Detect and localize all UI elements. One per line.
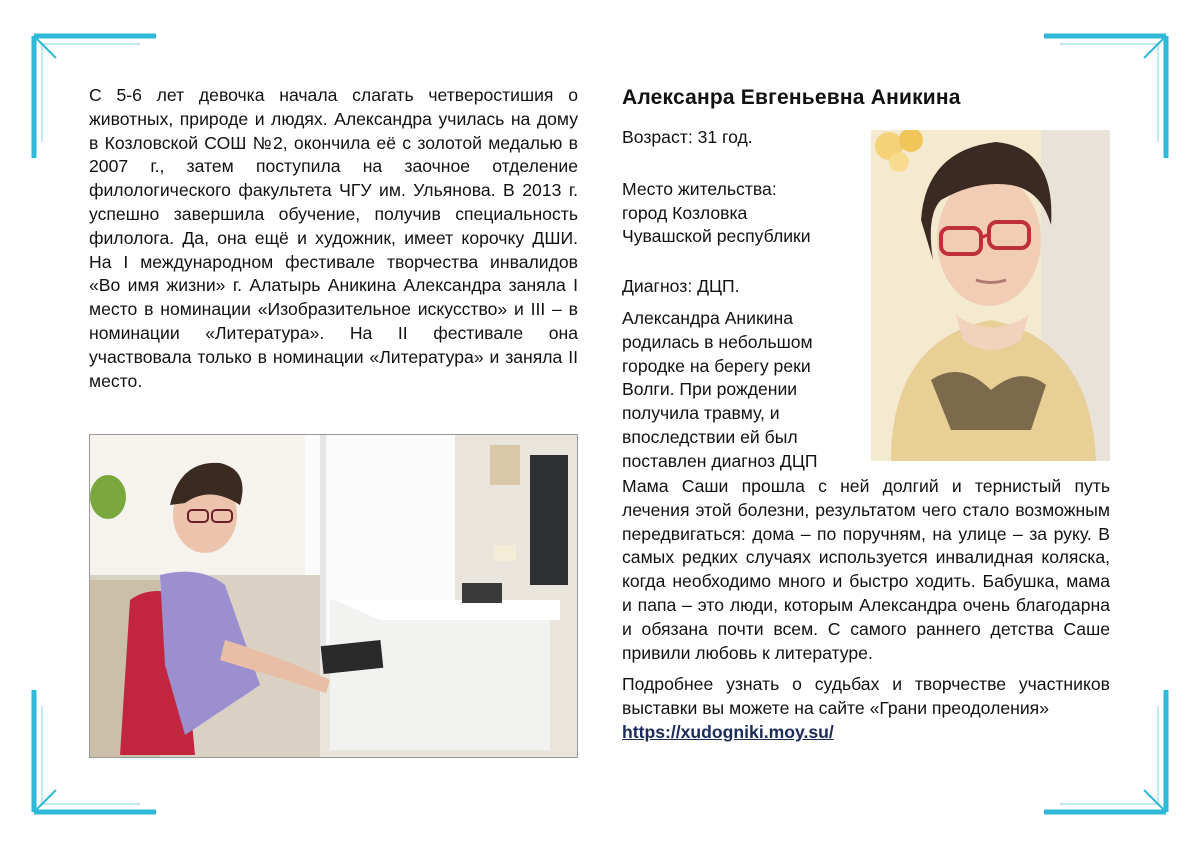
diagnosis-line: Диагноз: ДЦП.: [622, 276, 740, 297]
achievements-text: С 5-6 лет девочка начала слагать четверостишия о животных, природе и людях. Александра училась на дому в Козловской СОШ №2, окончила её с золотой медалью в 2007 г., затем поступила на заочное отделение филологического факультета ЧГУ им. Ульянова. В 2013 г. успешно завершила обучение, получив специальность филолога. Да, она ещё и художник, имеет корочку ДШИ. На I международном фестивале творчества инвалидов «Во имя жизни» г. Алатырь Аникина Александра заняла I место в номинации «Изобразительное искусство» и III – в номинации «Литература». На II фестивале она участвовала только в номинации «Литература» и заняла II место.: [89, 85, 578, 391]
person-facts: [622, 124, 854, 474]
portrait-illustration: [871, 130, 1110, 461]
biography-paragraph-left: [89, 84, 578, 393]
family-story: Мама Саши прошла с ней долгий и тернистый путь лечения этой болезни, результатом чего стало возможным передвигаться: дома – по поручням, на улице – за руку. В самых редких случаях используется инвалидная коляска, когда необходимо много и быстро ходить. Бабушка, мама и папа – это люди, которым Александра очень благодарна и обязана почти всем. С самого раннего детства Саше привили любовь к литературе.: [622, 476, 1110, 663]
portrait-photo: [871, 130, 1110, 461]
residence-city: город Козловка: [622, 202, 748, 223]
photo-at-desk: [89, 434, 578, 758]
birth-bio: Александра Аникина родилась в небольшом городке на берегу реки Волги. При рождении получила травму, и впоследствии ей был поставлен диагноз ДЦП: [622, 307, 818, 471]
more-info-text: Подробнее узнать о судьбах и творчестве участников выставки вы можете на сайте «Грани преодоления»: [622, 674, 1110, 719]
site-link[interactable]: https://xudogniki.moy.su/: [622, 721, 834, 742]
desk-photo-illustration: [90, 435, 578, 758]
residence-label: Место жительства:: [622, 178, 777, 199]
story-section: [622, 475, 1110, 745]
residence-region: Чувашской республики: [622, 226, 811, 247]
person-name-title: Алексанра Евгеньевна Аникина: [622, 86, 961, 109]
age-line: Возраст: 31 год.: [622, 127, 753, 147]
